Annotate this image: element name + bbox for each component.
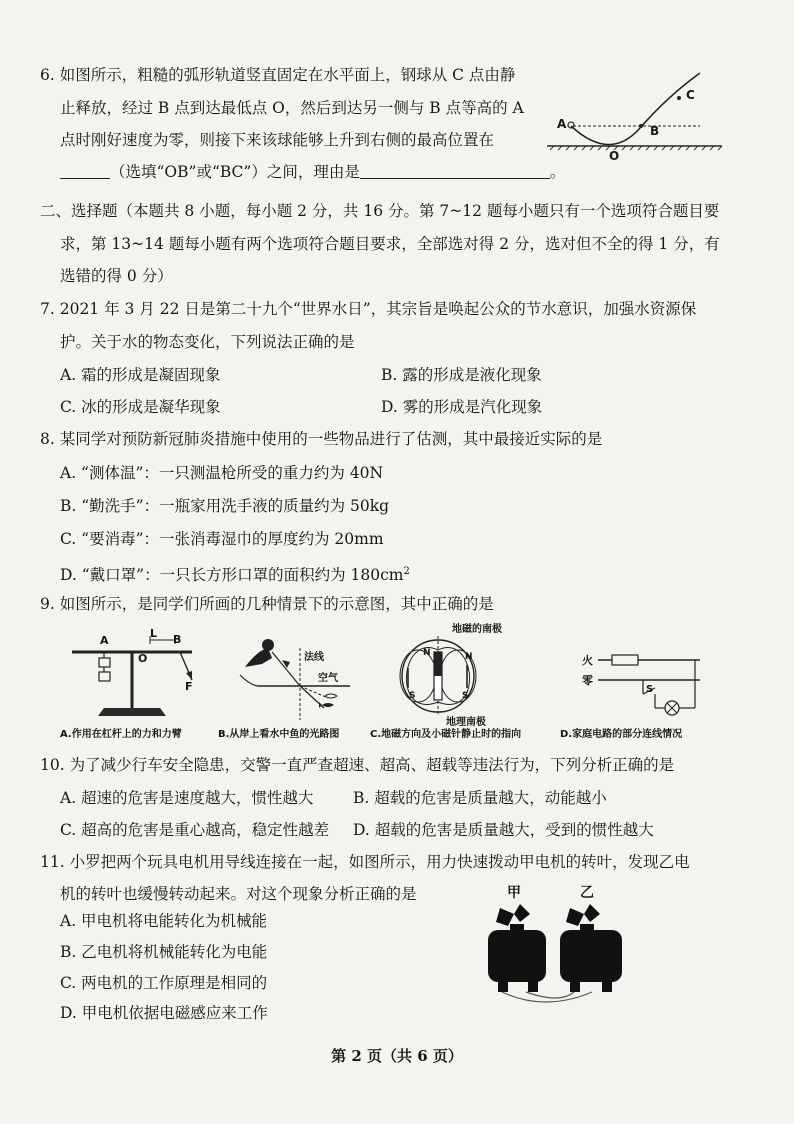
q10-option-C[interactable]: C. 超高的危害是重心越高，稳定性越差 [60, 821, 330, 839]
q7-option-A[interactable]: A. 霜的形成是凝固现象 [60, 366, 221, 384]
q7-line1: 7. 2021 年 3 月 22 日是第二十九个“世界水日”，其宗旨是唤起公众的节水意识，加强水资源保 [40, 300, 697, 318]
q6-label-B: B [650, 124, 660, 138]
q9-caption-C: C.地磁方向及小磁针静止时的指向 [370, 729, 522, 740]
q6-line1: 6. 如图所示，粗糙的弧形轨道竖直固定在水平面上，钢球从 C 点由静 [40, 66, 516, 84]
q9-caption-B: B.从岸上看水中鱼的光路图 [218, 729, 340, 740]
section2-line2: 求，第 13~14 题每小题有两个选项符合题目要求，全部选对得 2 分，选对但不全的得 1 分，有 [60, 235, 720, 253]
live-wire-label: 火 [582, 654, 593, 667]
q6-line3: 点时刚好速度为零，则接下来该球能够上升到右侧的最高位置在 [60, 131, 495, 149]
q9-stem: 9. 如图所示，是同学们所画的几种情景下的示意图，其中正确的是 [40, 595, 494, 613]
section2-line3: 选错的得 0 分） [60, 267, 173, 285]
page-number: 第 2 页（共 6 页） [331, 1047, 463, 1065]
q10-option-A[interactable]: A. 超速的危害是速度越大，惯性越大 [60, 789, 314, 807]
q9-caption-D: D.家庭电路的部分连线情况 [560, 729, 683, 740]
q8-option-A[interactable]: A. “测体温”：一只测温枪所受的重力约为 40N [60, 464, 384, 482]
lever-label-A: A [100, 634, 109, 647]
q6-label-C: C [686, 88, 695, 102]
lever-label-F: F [185, 680, 193, 693]
q11-option-B[interactable]: B. 乙电机将机械能转化为电能 [60, 943, 268, 961]
q8-option-C[interactable]: C. “要消毒”：一张消毒湿巾的厚度约为 20mm [60, 530, 384, 548]
geomagnetic-south-label: 地磁的南极 [452, 624, 502, 635]
q11-line2: 机的转叶也缓慢转动起来。对这个现象分析正确的是 [60, 885, 417, 903]
geographic-south-label: 地理南极 [446, 717, 486, 728]
compass-left-N: N [423, 648, 431, 658]
q11-option-A[interactable]: A. 甲电机将电能转化为机械能 [60, 912, 268, 930]
q7-option-D[interactable]: D. 雾的形成是汽化现象 [381, 398, 543, 416]
section2-line1: 二、选择题（本题共 8 小题，每小题 2 分，共 16 分。第 7~12 题每小题只有一个选项符合题目要 [40, 202, 720, 220]
compass-right-S: S [462, 691, 469, 701]
q8-option-D-exponent: 2 [403, 566, 410, 577]
q6-label-O: O [609, 149, 620, 163]
q8-option-D-text: D. “戴口罩”：一只长方形口罩的面积约为 180cm [60, 566, 404, 584]
q11-option-C[interactable]: C. 两电机的工作原理是相同的 [60, 974, 268, 992]
air-label: 空气 [318, 673, 338, 684]
lever-label-B: B [173, 633, 182, 646]
q11-line1: 11. 小罗把两个玩具电机用导线连接在一起，如图所示，用力快速拨动甲电机的转叶，发现乙电 [40, 853, 690, 871]
lever-label-L: L [150, 627, 158, 640]
q9-caption-A: A.作用在杠杆上的力和力臂 [60, 729, 182, 740]
q7-line2: 护。关于水的物态变化，下列说法正确的是 [60, 333, 355, 351]
neutral-wire-label: 零 [582, 674, 593, 687]
q6-period: 。 [549, 163, 566, 181]
q10-option-B[interactable]: B. 超载的危害是质量越大，动能越小 [353, 789, 607, 807]
switch-label: S [646, 684, 654, 695]
motor-yi-label: 乙 [580, 885, 594, 901]
q8-option-B[interactable]: B. “勤洗手”：一瓶家用洗手液的质量约为 50kg [60, 497, 390, 515]
q7-option-B[interactable]: B. 露的形成是液化现象 [381, 366, 542, 384]
q6-line2: 止释放，经过 B 点到达最低点 O，然后到达另一侧与 B 点等高的 A [60, 99, 524, 117]
compass-left-S: S [409, 691, 416, 701]
q6-line4-text: （选填“OB”或“BC”）之间，理由是 [110, 163, 360, 181]
motor-jia-label: 甲 [507, 885, 521, 901]
q11-option-D[interactable]: D. 甲电机依据电磁感应来工作 [60, 1004, 268, 1022]
motor-yi [560, 904, 622, 992]
lever-label-O: O [138, 652, 148, 665]
normal-line-label: 法线 [304, 652, 324, 663]
q7-option-C[interactable]: C. 冰的形成是凝华现象 [60, 398, 221, 416]
q8-stem: 8. 某同学对预防新冠肺炎措施中使用的一些物品进行了估测，其中最接近实际的是 [40, 430, 603, 448]
compass-right-N: N [465, 652, 473, 662]
q10-stem: 10. 为了减少行车安全隐患，交警一直严查超速、超高、超载等违法行为，下列分析正确的是 [40, 756, 675, 774]
q6-label-A: A [557, 117, 567, 131]
motor-jia [488, 904, 546, 992]
q10-option-D[interactable]: D. 超载的危害是质量越大，受到的惯性越大 [353, 821, 654, 839]
